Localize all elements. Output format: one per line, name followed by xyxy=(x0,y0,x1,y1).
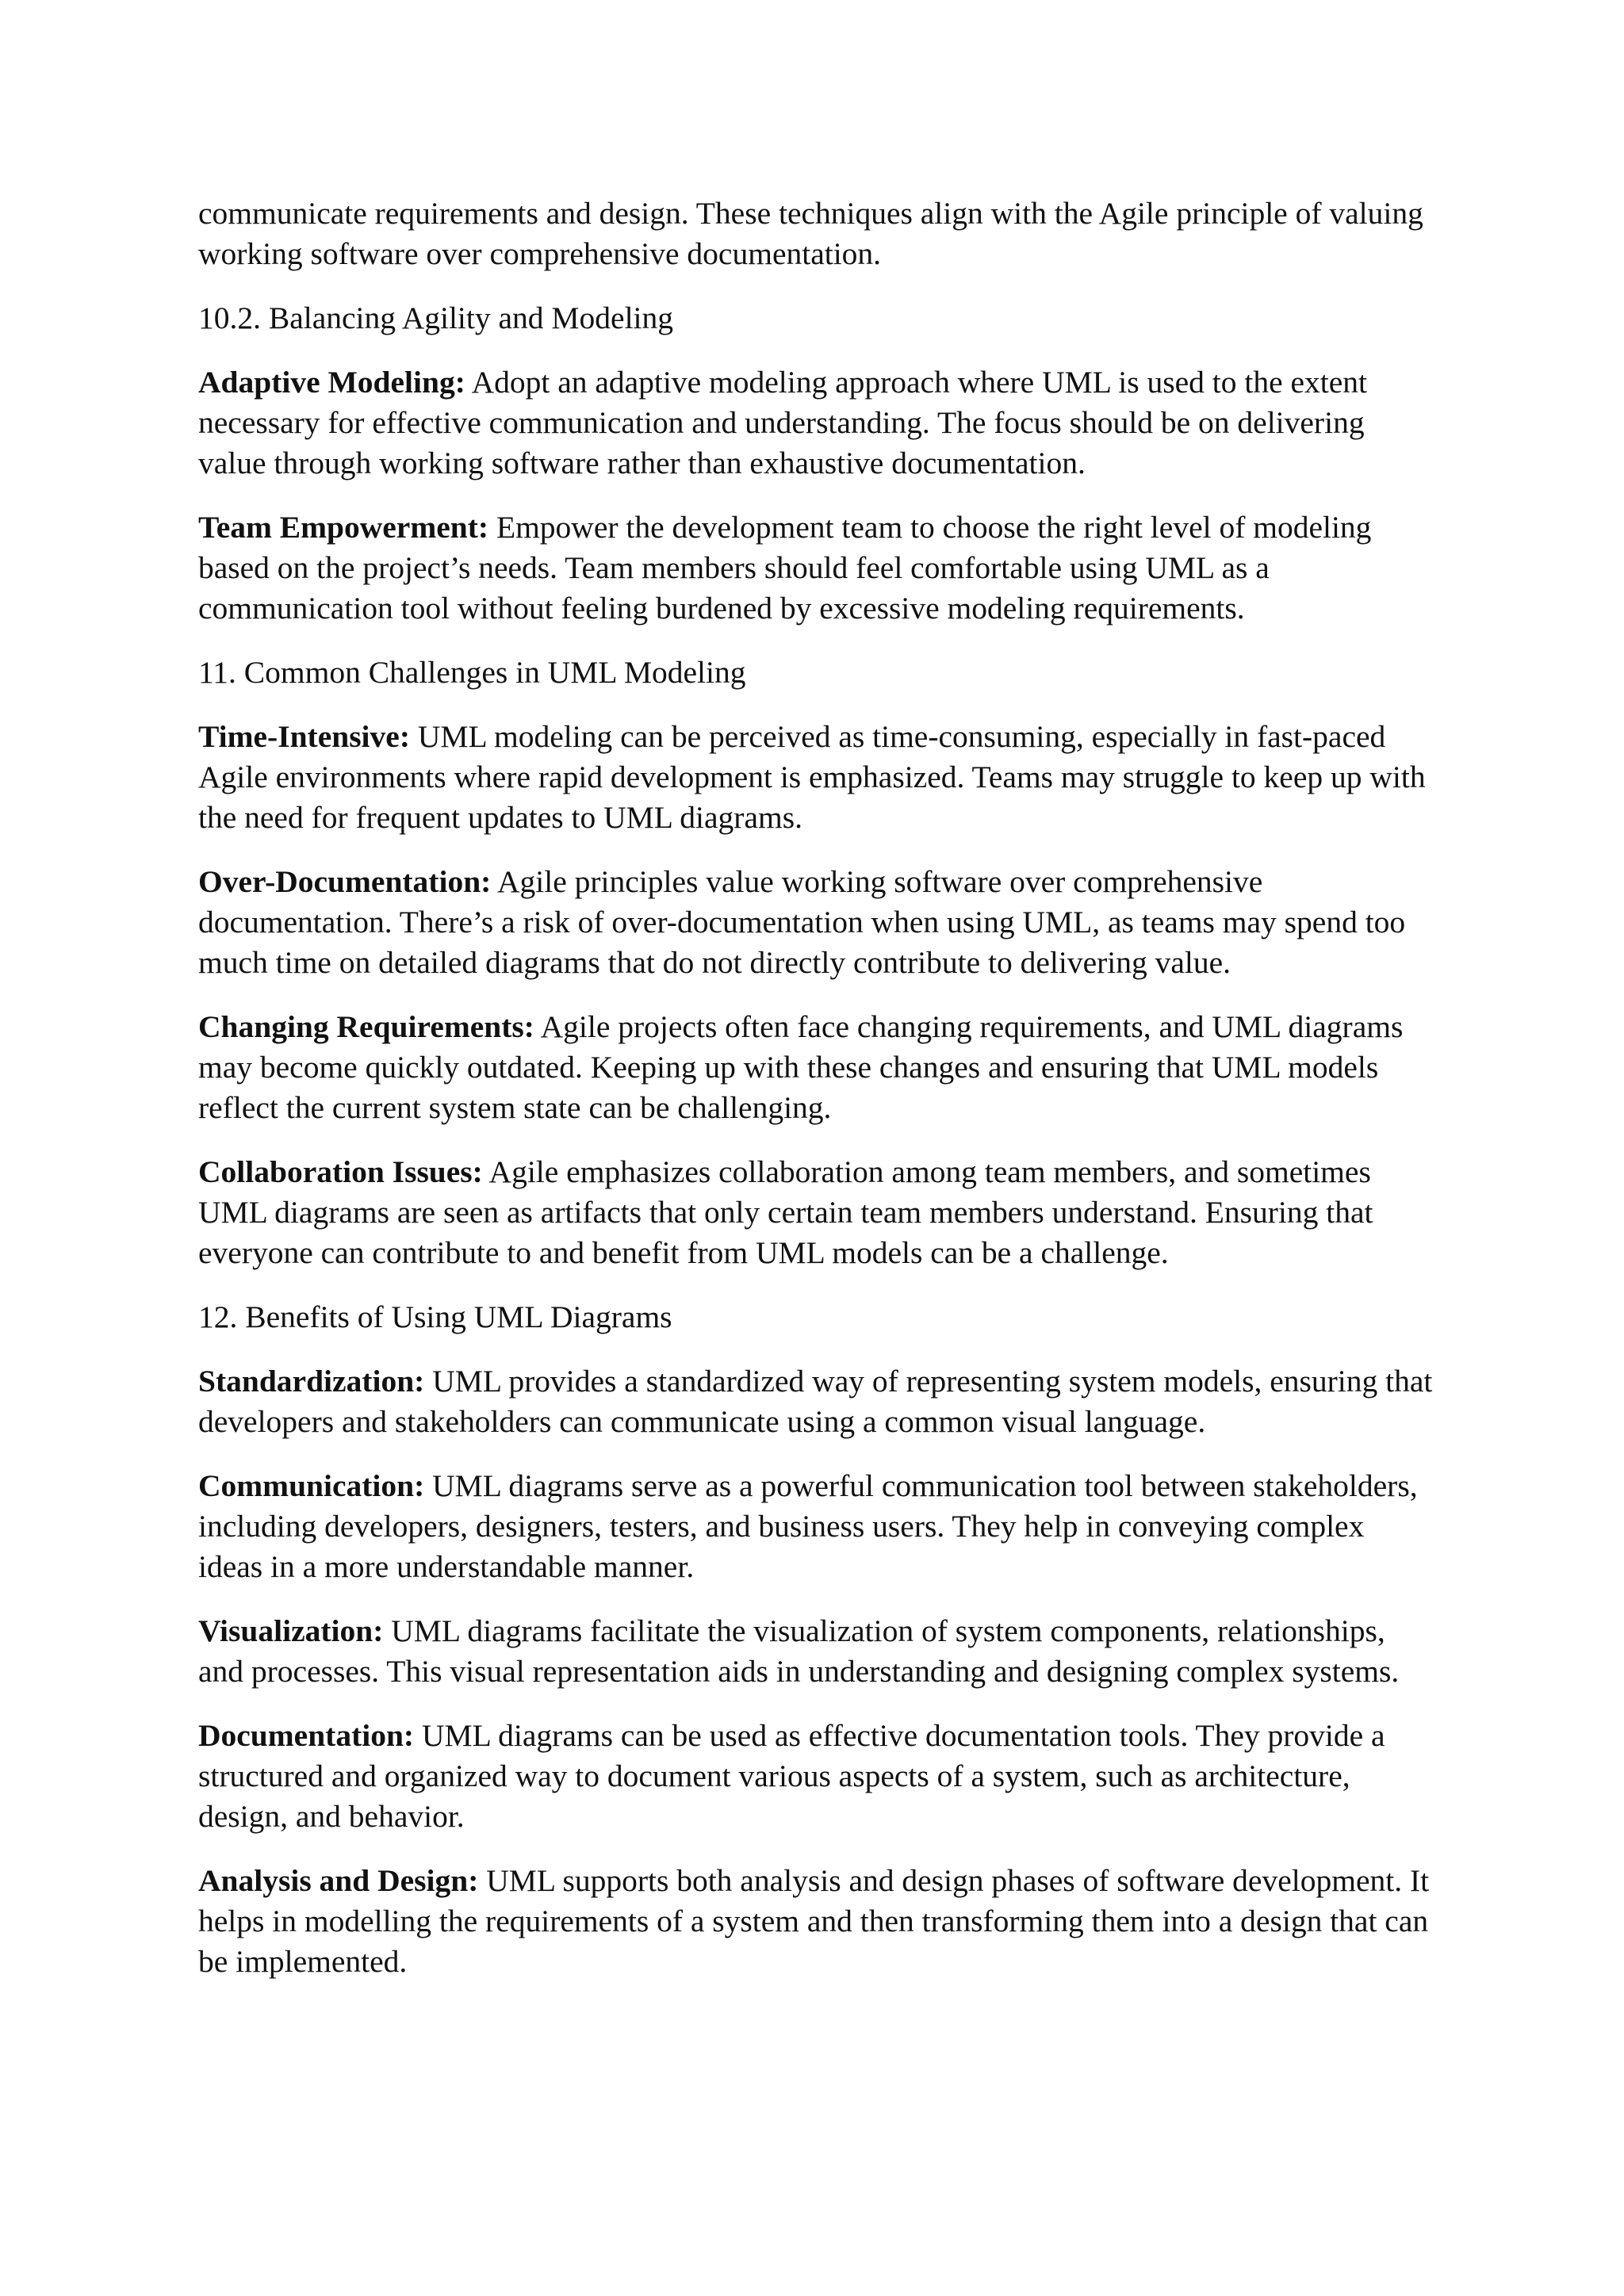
team-empowerment-paragraph xyxy=(198,507,1435,629)
standardization-paragraph xyxy=(198,1361,1435,1442)
paragraph-term: Standardization: xyxy=(198,1364,425,1399)
paragraph-term: Over-Documentation: xyxy=(198,864,492,899)
communication-paragraph xyxy=(198,1466,1435,1587)
paragraph-text: UML diagrams serve as a powerful communication tool between stakeholders, including developers, designers, testers, and business users. They help in conveying complex ideas in a more understandable manner. xyxy=(198,1468,1418,1584)
adaptive-modeling-paragraph xyxy=(198,362,1435,484)
section-12-heading: 12. Benefits of Using UML Diagrams xyxy=(198,1299,672,1334)
paragraph-text: UML diagrams facilitate the visualization of system components, relationships, and processes. This visual representation aids in understanding and designing complex systems. xyxy=(198,1613,1400,1689)
time-intensive-paragraph xyxy=(198,717,1435,838)
section-10-2-heading: 10.2. Balancing Agility and Modeling xyxy=(198,300,674,335)
collaboration-issues-paragraph xyxy=(198,1152,1435,1273)
paragraph-term: Adaptive Modeling: xyxy=(198,365,465,400)
intro-paragraph: communicate requirements and design. These techniques align with the Agile principle of valuing working software over comprehensive documentation. xyxy=(198,196,1423,271)
paragraph-text: Empower the development team to choose the right level of modeling based on the project’s needs. Team members should feel comfortable using UML as a communication tool without feeling burdened by excessive modeling requirements. xyxy=(198,510,1372,626)
paragraph-text: Agile principles value working software over comprehensive documentation. There’s a risk of over-documentation when using UML, as teams may spend too much time on detailed diagrams that do not directly contribute to delivering value. xyxy=(198,864,1406,980)
paragraph-term: Changing Requirements: xyxy=(198,1009,534,1044)
paragraph-text: UML provides a standardized way of representing system models, ensuring that developers and stakeholders can communicate using a common visual language. xyxy=(198,1364,1433,1439)
document-body xyxy=(198,193,1435,2006)
paragraph-term: Collaboration Issues: xyxy=(198,1154,483,1189)
paragraph-term: Visualization: xyxy=(198,1613,384,1648)
paragraph-text: UML modeling can be perceived as time-consuming, especially in fast-paced Agile environments where rapid development is emphasized. Teams may struggle to keep up with the need for frequent updates to UML diagrams. xyxy=(198,719,1426,835)
paragraph-term: Communication: xyxy=(198,1468,425,1503)
changing-requirements-paragraph xyxy=(198,1007,1435,1128)
paragraph-text: UML diagrams can be used as effective documentation tools. They provide a structured and organized way to document various aspects of a system, such as architecture, design, and behavior. xyxy=(198,1718,1385,1834)
paragraph-term: Team Empowerment: xyxy=(198,510,489,545)
paragraph-text: Agile emphasizes collaboration among team members, and sometimes UML diagrams are seen as artifacts that only certain team members understand. Ensuring that everyone can contribute to and benefit from UML models can be a challenge. xyxy=(198,1154,1373,1270)
section-11-heading: 11. Common Challenges in UML Modeling xyxy=(198,655,746,690)
over-documentation-paragraph xyxy=(198,862,1435,983)
analysis-and-design-paragraph xyxy=(198,1861,1435,1982)
documentation-paragraph xyxy=(198,1716,1435,1837)
paragraph-term: Time-Intensive: xyxy=(198,719,410,754)
paragraph-term: Analysis and Design: xyxy=(198,1863,479,1898)
paragraph-text: UML supports both analysis and design phases of software development. It helps in modelling the requirements of a system and then transforming them into a design that can be implemented. xyxy=(198,1863,1430,1979)
visualization-paragraph xyxy=(198,1611,1435,1692)
paragraph-term: Documentation: xyxy=(198,1718,415,1753)
paragraph-text: Agile projects often face changing requirements, and UML diagrams may become quickly outdated. Keeping up with these changes and ensuring that UML models reflect the current system state can be challenging. xyxy=(198,1009,1404,1125)
paragraph-text: Adopt an adaptive modeling approach where UML is used to the extent necessary for effective communication and understanding. The focus should be on delivering value through working software rather than exhaustive documentation. xyxy=(198,365,1368,480)
